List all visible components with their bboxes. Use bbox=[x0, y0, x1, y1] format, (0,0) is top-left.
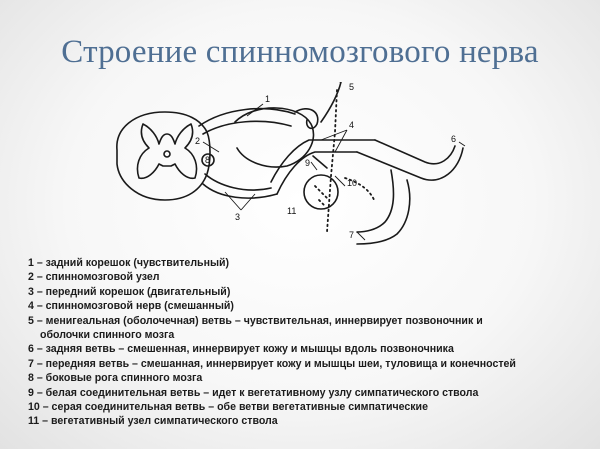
central-canal bbox=[164, 151, 170, 157]
legend-item: 3 – передний корешок (двигательный) bbox=[28, 285, 231, 298]
legend-list bbox=[28, 256, 593, 429]
white-ramus bbox=[313, 156, 327, 168]
legend-item: 8 – боковые рога спинного мозга bbox=[28, 372, 203, 385]
label-11: 11 bbox=[287, 206, 297, 216]
legend-item: оболочки спинного мозга bbox=[40, 329, 175, 342]
legend-item: 6 – задняя ветвь – смешенная, иннервирует кожу и мышцы вдоль позвоночника bbox=[28, 343, 454, 356]
sympathetic-ganglion bbox=[304, 175, 338, 209]
legend-item: 10 – серая соединительная ветвь – обе ветви вегетативные симпатические bbox=[28, 401, 428, 414]
legend-item: 2 – спинномозговой узел bbox=[28, 271, 160, 284]
label-5: 5 bbox=[349, 82, 355, 92]
ventral-branch bbox=[357, 170, 393, 232]
legend-item: 11 – вегетативный узел симпатического ствола bbox=[28, 415, 278, 428]
label-9: 9 bbox=[305, 158, 311, 168]
label-4: 4 bbox=[349, 120, 355, 130]
spinal-ganglion bbox=[235, 108, 314, 167]
spinal-cord-outline bbox=[117, 112, 210, 200]
legend-item: 4 – спинномозговой нерв (смешанный) bbox=[28, 300, 234, 313]
label-10: 10 bbox=[347, 178, 358, 188]
dorsal-branch bbox=[375, 140, 455, 164]
legend-item: 7 – передняя ветвь – смешанная, иннервирует кожу и мышцы шеи, туловища и конечностей bbox=[28, 357, 516, 370]
spinal-nerve-diagram bbox=[95, 82, 495, 250]
legend-item: 1 – задний корешок (чувствительный) bbox=[28, 257, 230, 269]
legend-item: 9 – белая соединительная ветвь – идет к вегетативному узлу симпатического ствола bbox=[28, 386, 479, 399]
label-8: 8 bbox=[205, 155, 211, 165]
slide-title: Строение спинномозгового нерва bbox=[61, 34, 539, 70]
ventral-root bbox=[205, 174, 271, 190]
label-7: 7 bbox=[349, 230, 355, 240]
label-2: 2 bbox=[195, 136, 201, 146]
legend-item: 5 – менигеальная (оболочечная) ветвь – чувствительная, иннервирует позвоночник и bbox=[28, 314, 483, 327]
label-1: 1 bbox=[265, 94, 271, 104]
label-6: 6 bbox=[451, 134, 457, 144]
label-3: 3 bbox=[235, 212, 241, 222]
